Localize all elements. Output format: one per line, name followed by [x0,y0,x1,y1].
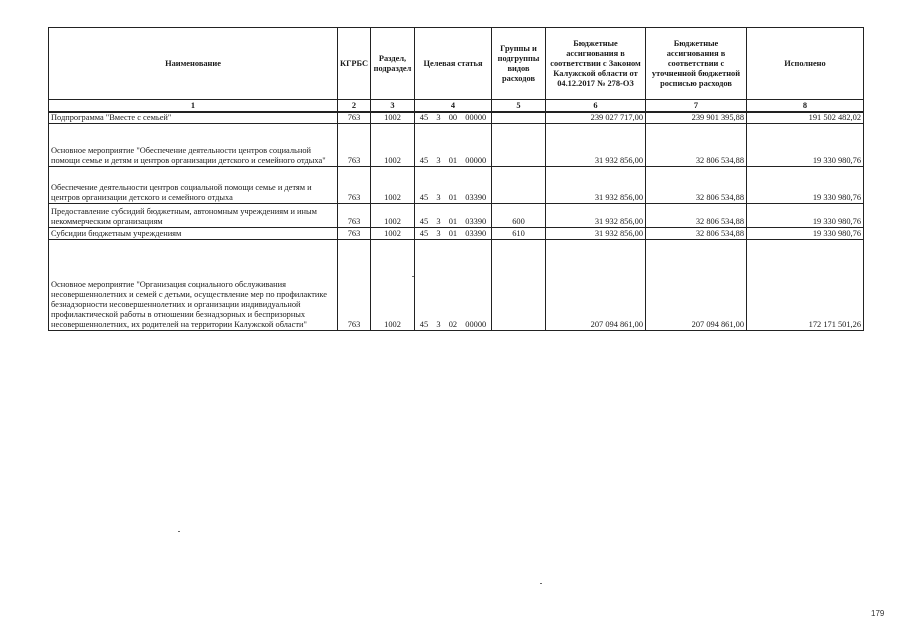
row-group [492,167,546,204]
column-number-row [49,100,864,113]
header-section: Раздел, подраздел [371,28,415,100]
header-kgrbs: КГРБС [338,28,371,100]
row-target: 45 3 00 00000 [415,112,492,124]
row-name: Основное мероприятие "Организация социального обслуживания несовершеннолетних и семей с детьми, осуществление мер по профилактике безнадзорности несовершеннолетних и организации индивидуальной профилактической работы в отношении безнадзорных и беспризорных несовершеннолетних, их родителей на территории Калужской области" [49,240,338,331]
row-target: 45 3 01 03390 [415,228,492,240]
row-target: 45 3 01 03390 [415,204,492,228]
scan-speck [540,583,542,584]
column-number: 2 [338,100,371,113]
budget-table [48,27,864,331]
row-group [492,112,546,124]
row-refined-amount: 239 901 395,88 [646,112,747,124]
column-number: 6 [546,100,646,113]
column-number: 3 [371,100,415,113]
header-name: Наименование [49,28,338,100]
row-refined-amount: 32 806 534,88 [646,124,747,167]
row-name: Подпрограмма "Вместе с семьей" [49,112,338,124]
row-name: Предоставление субсидий бюджетным, автономным учреждениям и иным некоммерческим организациям [49,204,338,228]
row-section: 1002 [371,228,415,240]
row-refined-amount: 207 094 861,00 [646,240,747,331]
row-section: 1002 [371,240,415,331]
table-row [49,124,864,167]
column-number: 1 [49,100,338,113]
row-refined-amount: 32 806 534,88 [646,228,747,240]
row-kgrbs: 763 [338,112,371,124]
row-executed-amount: 19 330 980,76 [747,204,864,228]
row-name: Субсидии бюджетным учреждениям [49,228,338,240]
header-law-allocations: Бюджетные ассигнования в соответствии с Законом Калужской области от 04.12.2017 № 278-ОЗ [546,28,646,100]
row-law-amount: 31 932 856,00 [546,167,646,204]
row-kgrbs: 763 [338,124,371,167]
row-law-amount: 31 932 856,00 [546,204,646,228]
page-number: 179 [871,609,885,618]
row-executed-amount: 172 171 501,26 [747,240,864,331]
table-row [49,204,864,228]
row-group [492,124,546,167]
header-refined-allocations: Бюджетные ассигнования в соответствии с уточненной бюджетной росписью расходов [646,28,747,100]
column-number: 8 [747,100,864,113]
row-name: Основное мероприятие "Обеспечение деятельности центров социальной помощи семье и детям и центров организации детского и семейного отдыха" [49,124,338,167]
row-group [492,240,546,331]
scan-speck [178,531,180,532]
row-executed-amount: 191 502 482,02 [747,112,864,124]
column-number: 5 [492,100,546,113]
header-row [49,28,864,100]
table-row [49,112,864,124]
row-section: 1002 [371,204,415,228]
table-row [49,167,864,204]
row-law-amount: 31 932 856,00 [546,124,646,167]
scan-speck [412,276,414,277]
row-executed-amount: 19 330 980,76 [747,228,864,240]
table-row [49,240,864,331]
header-executed: Исполнено [747,28,864,100]
row-kgrbs: 763 [338,167,371,204]
row-section: 1002 [371,167,415,204]
header-groups: Группы и подгруппы видов расходов [492,28,546,100]
row-kgrbs: 763 [338,240,371,331]
row-law-amount: 239 027 717,00 [546,112,646,124]
row-executed-amount: 19 330 980,76 [747,124,864,167]
row-kgrbs: 763 [338,204,371,228]
row-law-amount: 31 932 856,00 [546,228,646,240]
row-group: 600 [492,204,546,228]
header-target: Целевая статья [415,28,492,100]
row-law-amount: 207 094 861,00 [546,240,646,331]
row-name: Обеспечение деятельности центров социальной помощи семье и детям и центров организации детского и семейного отдыха [49,167,338,204]
row-refined-amount: 32 806 534,88 [646,204,747,228]
column-number: 7 [646,100,747,113]
row-kgrbs: 763 [338,228,371,240]
row-target: 45 3 02 00000 [415,240,492,331]
row-target: 45 3 01 03390 [415,167,492,204]
column-number: 4 [415,100,492,113]
row-section: 1002 [371,112,415,124]
row-section: 1002 [371,124,415,167]
row-target: 45 3 01 00000 [415,124,492,167]
row-group: 610 [492,228,546,240]
row-executed-amount: 19 330 980,76 [747,167,864,204]
table-row [49,228,864,240]
row-refined-amount: 32 806 534,88 [646,167,747,204]
